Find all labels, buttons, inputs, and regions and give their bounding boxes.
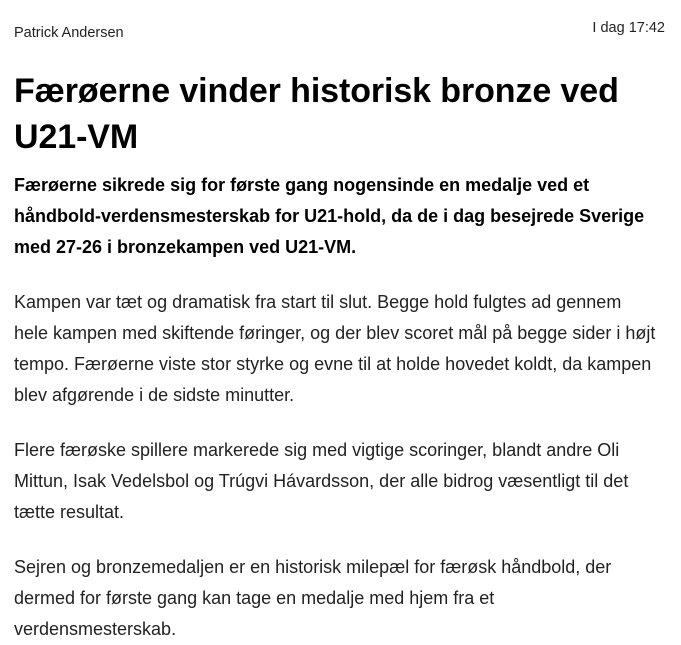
article-paragraph-3: Sejren og bronzemedaljen er en historisk milepæl for færøsk håndbold, der dermed for første gang kan tage en medalje med hjem fra et verdensmesterskab. [14, 557, 612, 639]
publish-timestamp: I dag 17:42 [592, 20, 665, 36]
article-headline: Færøerne vinder historisk bronze ved U21-VM [14, 72, 619, 156]
article-paragraph-2: Flere færøske spillere markerede sig med vigtige scoringer, blandt andre Oli Mittun, Isak Vedelsbol og Trúgvi Hávardsson, der alle bidrog væsentligt til det tætte resultat. [14, 440, 629, 522]
article-lead: Færøerne sikrede sig for første gang nogensinde en medalje ved et håndbold-verdensmesterskab for U21-hold, da de i dag besejrede Sverige med 27-26 i bronzekampen ved U21-VM. [14, 175, 645, 257]
author-name: Patrick Andersen [14, 25, 124, 41]
news-article [14, 0, 665, 645]
article-meta [14, 0, 665, 60]
article-paragraph-1: Kampen var tæt og dramatisk fra start til slut. Begge hold fulgtes ad gennem hele kampen med skiftende føringer, og der blev scoret mål på begge sider i højt tempo. Færøerne viste stor styrke og evne til at holde hovedet koldt, da kampen blev afgørende i de sidste minutter. [14, 292, 656, 405]
